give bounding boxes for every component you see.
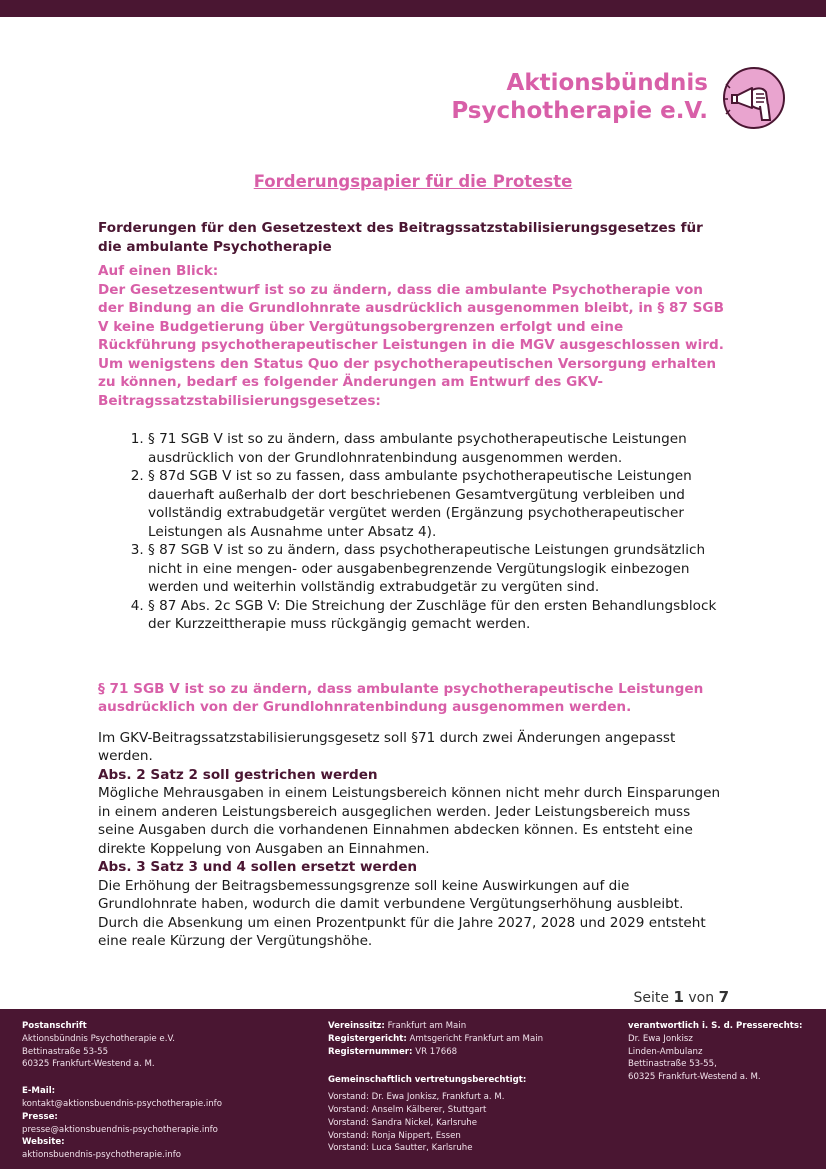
verantwortlich-label: verantwortlich i. S. d. Presserechts: bbox=[628, 1021, 803, 1031]
footer-column-contact bbox=[22, 1020, 312, 1162]
responsible-line: Linden-Ambulanz bbox=[628, 1046, 703, 1057]
section-71-sub1-text: Mögliche Mehrausgaben in einem Leistungsbereich können nicht mehr durch Einsparungen in einem anderen Leistungsbereich ausgeglichen werden. Jeder Leistungsbereich muss seine Ausgaben durch die vorhandenen Einnahmen abdecken können. Es entsteht eine direkte Koppelung von Ausgaben an Einnahmen. bbox=[98, 785, 721, 857]
vorstand-line: Vorstand: Anselm Kälberer, Stuttgart bbox=[328, 1104, 487, 1115]
presse-email-link[interactable]: presse@aktionsbuendnis-psychotherapie.info bbox=[22, 1124, 218, 1135]
vereinssitz-label: Vereinssitz: bbox=[328, 1021, 385, 1031]
footer-column-responsible bbox=[628, 1020, 818, 1084]
section-71-sub2-text-2: Durch die Absenkung um einen Prozentpunkt für die Jahre 2027, 2028 und 2029 entsteht eine reale Kürzung der Vergütungshöhe. bbox=[98, 914, 706, 949]
intro-heading: Forderungen für den Gesetzestext des Beitragssatzstabilisierungsgesetzes für die ambulante Psychotherapie bbox=[98, 220, 703, 255]
section-71-intro: Im GKV-Beitragssatzstabilisierungsgesetz soll §71 durch zwei Änderungen angepasst werden. bbox=[98, 729, 676, 764]
document-body bbox=[98, 219, 724, 951]
presse-label: Presse: bbox=[22, 1111, 58, 1122]
registernummer-value: VR 17668 bbox=[415, 1046, 458, 1057]
website-label: Website: bbox=[22, 1137, 65, 1148]
glance-label: Auf einen Blick: bbox=[98, 263, 219, 279]
glance-text: Der Gesetzesentwurf ist so zu ändern, dass die ambulante Psychotherapie von der Bindung an die Grundlohnrate ausdrücklich ausgenommen bleibt, in § 87 SGB V keine Budgetierung über Vergütungsobergrenzen erfolgt und eine Rückführung psychotherapeutischer Leistungen in die MGV ausgeschlossen wird. bbox=[98, 281, 724, 353]
address-line: Aktionsbündnis Psychotherapie e.V. bbox=[22, 1033, 175, 1044]
responsible-line: Bettinastraße 53-55, bbox=[628, 1059, 717, 1070]
top-bar bbox=[0, 0, 826, 17]
registergericht-label: Registergericht: bbox=[328, 1033, 407, 1044]
address-line: 60325 Frankfurt-Westend a. M. bbox=[22, 1059, 155, 1070]
logo-line-1: Aktionsbündnis bbox=[506, 70, 708, 96]
website-link[interactable]: aktionsbuendnis-psychotherapie.info bbox=[22, 1150, 182, 1161]
responsible-line: Dr. Ewa Jonkisz bbox=[628, 1033, 693, 1044]
vorstand-line: Vorstand: Luca Sautter, Karlsruhe bbox=[328, 1143, 473, 1154]
section-71-heading: § 71 SGB V ist so zu ändern, dass ambulante psychotherapeutische Leistungen ausdrücklich von der Grundlohnratenbindung ausgenommen werden. bbox=[98, 680, 704, 715]
demand-item: 2. § 87d SGB V ist so zu fassen, dass ambulante psychotherapeutische Leistungen dauerhaft außerhalb der dort beschriebenen Gesamtvergütung verbleiben und vollständig extrabudgetär vergütet werden (Ergänzung psychotherapeutischer Leistungen als Ausnahme unter Absatz 4). bbox=[148, 467, 724, 541]
demand-item: 3. § 87 SGB V ist so zu ändern, dass psychotherapeutische Leistungen grundsätzlich nicht in eine mengen- oder ausgabenbegrenzende Vergütungslogik einbezogen werden und weiterhin vollständig extrabudgetär zu vergüten sind. bbox=[148, 541, 724, 597]
demand-item: 1. § 71 SGB V ist so zu ändern, dass ambulante psychotherapeutische Leistungen ausdrücklich von der Grundlohnratenbindung ausgenommen werden. bbox=[148, 430, 724, 467]
registergericht-value: Amtsgericht Frankfurt am Main bbox=[409, 1033, 544, 1044]
address-line: Bettinastraße 53-55 bbox=[22, 1046, 109, 1057]
megaphone-fist-icon bbox=[722, 66, 786, 130]
email-label: E-Mail: bbox=[22, 1086, 56, 1097]
footer-column-registry bbox=[328, 1020, 608, 1155]
postanschrift-label: Postanschrift bbox=[22, 1021, 87, 1031]
page-title: Forderungspapier für die Proteste bbox=[253, 172, 573, 191]
logo-line-2: Psychotherapie e.V. bbox=[451, 98, 708, 124]
registernummer-label: Registernummer: bbox=[328, 1046, 413, 1057]
status-quo-text: Um wenigstens den Status Quo der psychotherapeutischen Versorgung erhalten zu können, bedarf es folgender Änderungen am Entwurf des GKV-Beitragssatzstabilisierungsgesetzes: bbox=[98, 355, 717, 409]
vereinssitz-value: Frankfurt am Main bbox=[387, 1021, 467, 1031]
responsible-line: 60325 Frankfurt-Westend a. M. bbox=[628, 1072, 761, 1083]
vertretung-label: Gemeinschaftlich vertretungsberechtigt: bbox=[328, 1075, 527, 1086]
page-number: Seite 1 von 7 bbox=[633, 988, 729, 1006]
section-71-sub2-text-1: Die Erhöhung der Beitragsbemessungsgrenze soll keine Auswirkungen auf die Grundlohnrate haben, wodurch die damit verbundene Vergütungserhöhung ausbleibt. bbox=[98, 877, 684, 912]
vorstand-line: Vorstand: Dr. Ewa Jonkisz, Frankfurt a. M. bbox=[328, 1092, 505, 1103]
section-71-sub1-heading: Abs. 2 Satz 2 soll gestrichen werden bbox=[98, 766, 378, 783]
email-link[interactable]: kontakt@aktionsbuendnis-psychotherapie.info bbox=[22, 1098, 222, 1109]
section-71-sub2-heading: Abs. 3 Satz 3 und 4 sollen ersetzt werden bbox=[98, 859, 418, 875]
demands-list bbox=[98, 430, 724, 634]
footer bbox=[0, 1009, 826, 1169]
organization-logo-text bbox=[451, 69, 708, 125]
vorstand-line: Vorstand: Ronja Nippert, Essen bbox=[328, 1130, 461, 1141]
demand-item: 4. § 87 Abs. 2c SGB V: Die Streichung der Zuschläge für den ersten Behandlungsblock der Kurzzeittherapie muss rückgängig gemacht werden. bbox=[148, 597, 724, 634]
vorstand-line: Vorstand: Sandra Nickel, Karlsruhe bbox=[328, 1117, 478, 1128]
